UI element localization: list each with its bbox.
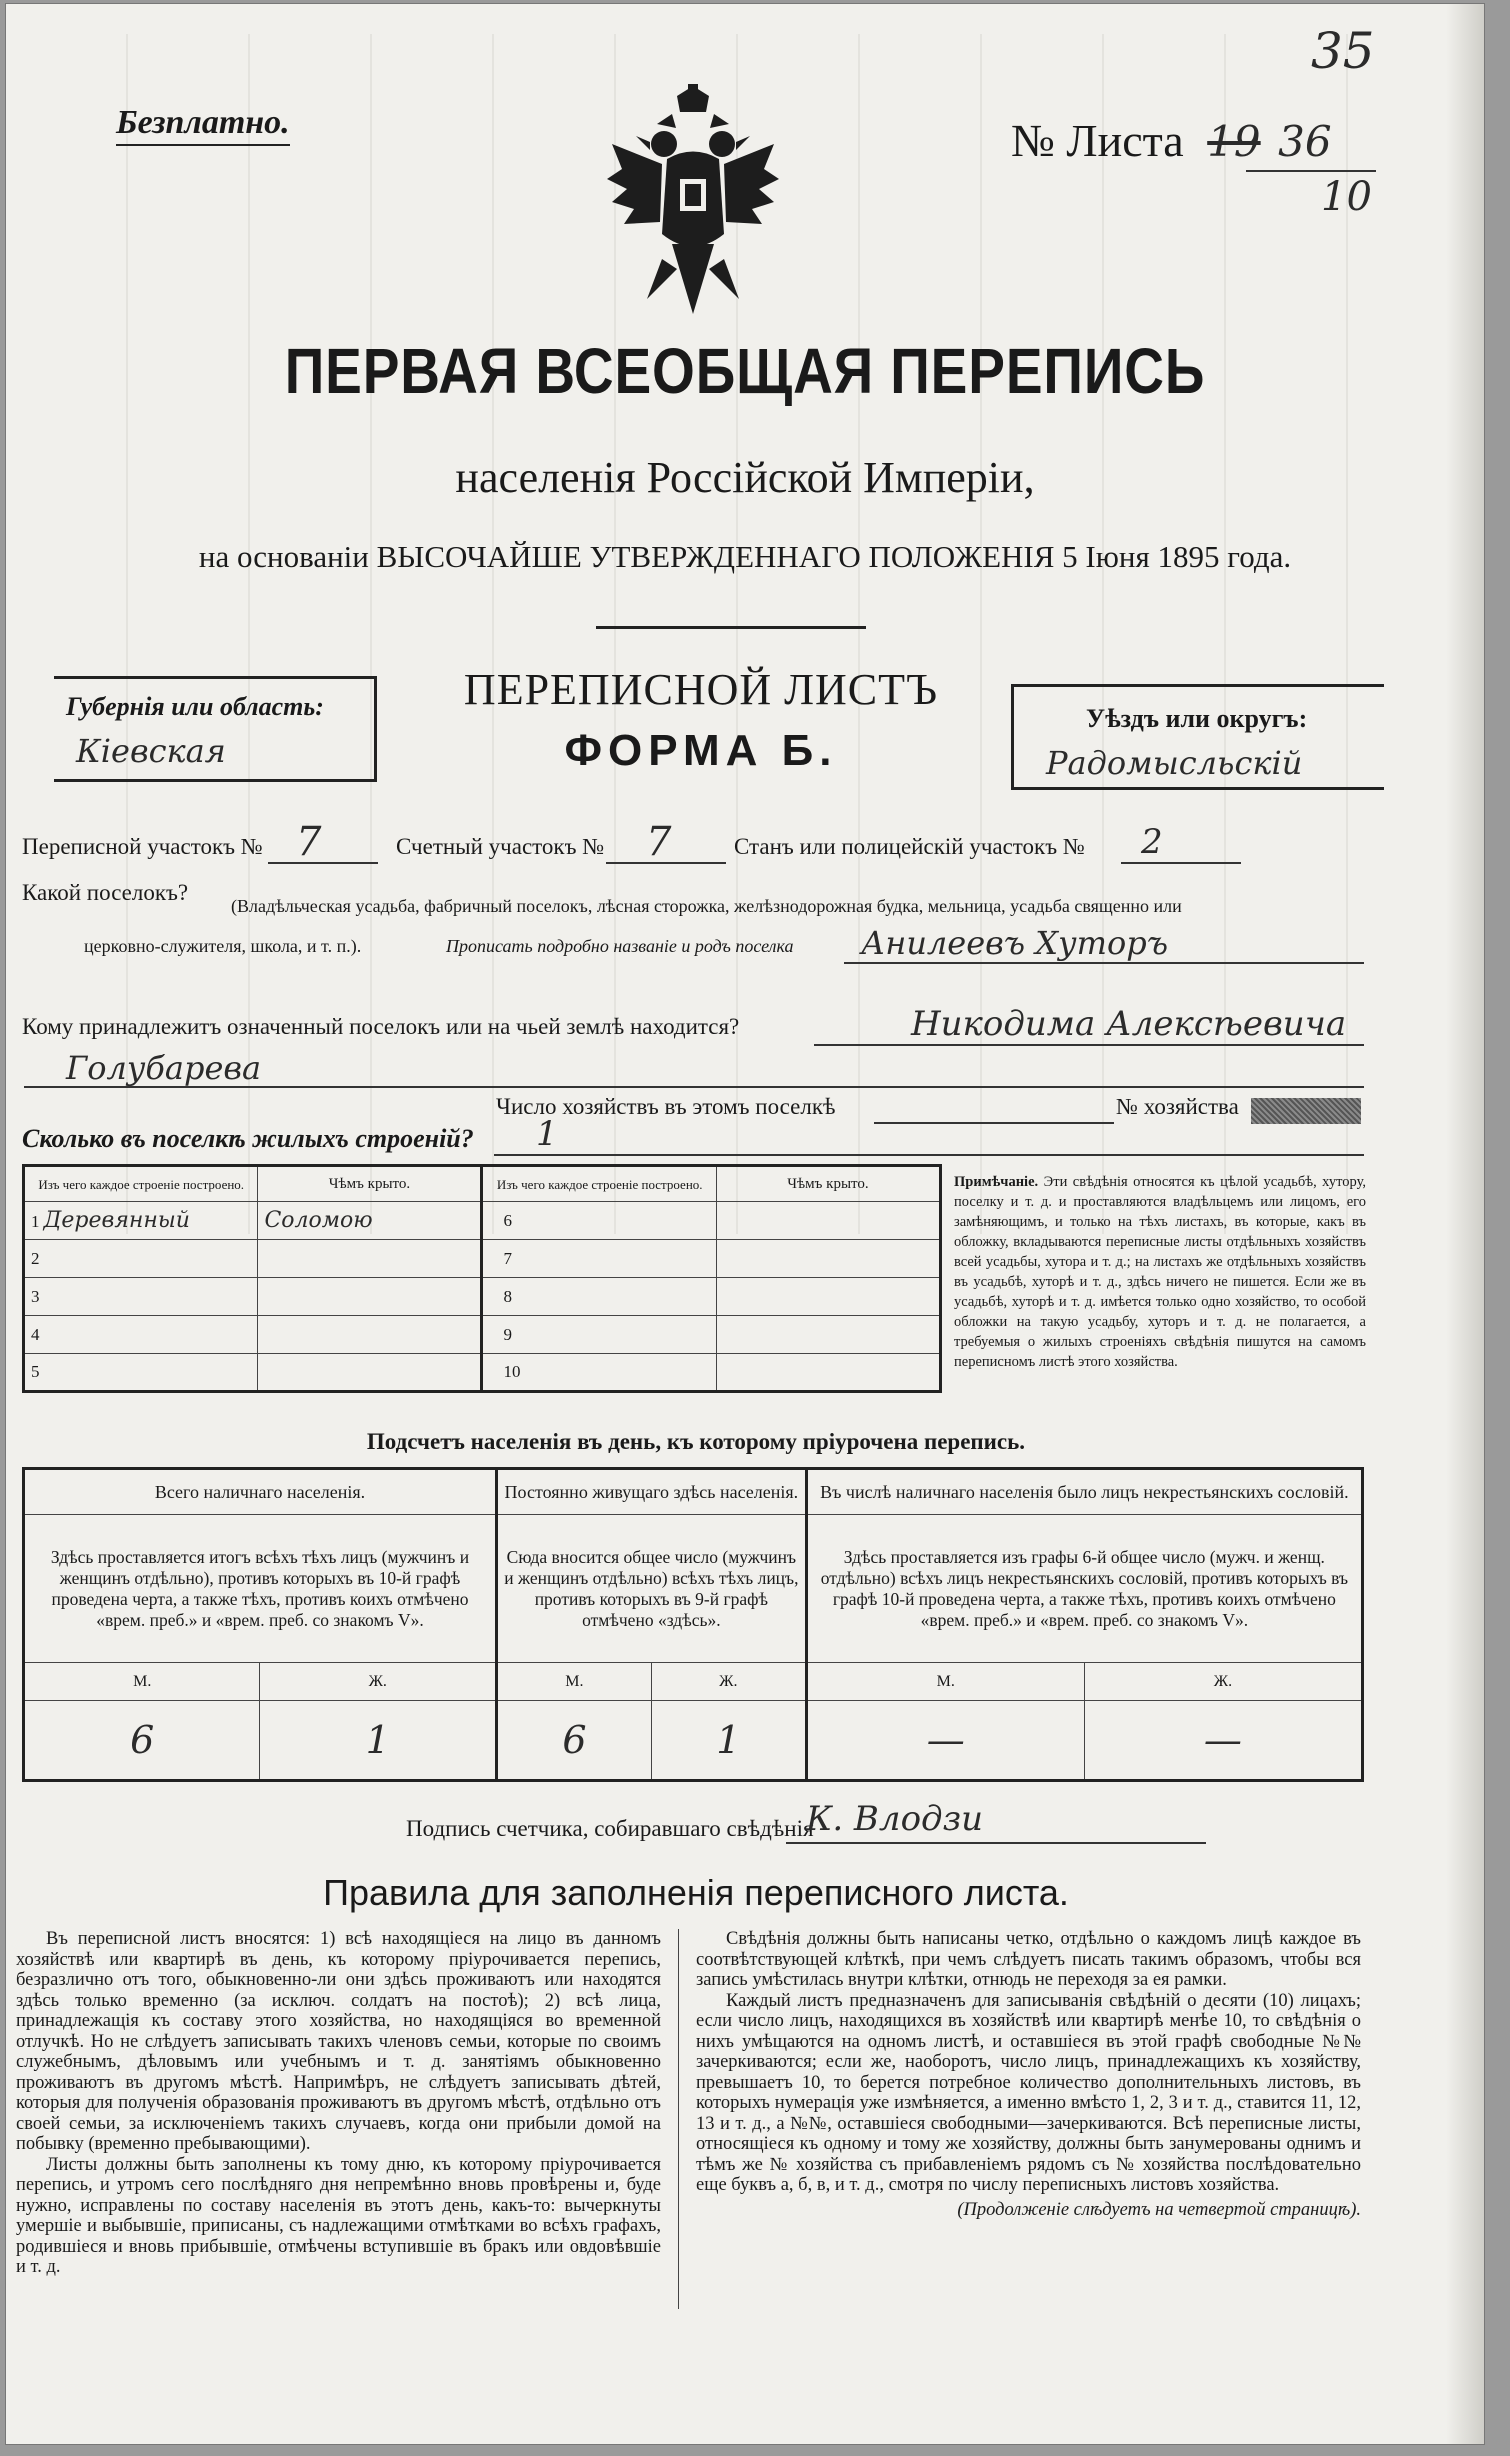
- free-label: Безплатно.: [116, 104, 290, 146]
- rules-left-p2: Листы должны быть заполнены къ тому дню, къ которому пріурочивается перепись, и утромъ сего послѣдняго дня непремѣнно вновь провѣрены и, буде нужно, исправлены по составу населенія въ этотъ день, какъ-то: вычеркнуты умершіе и выбывшіе, приписаны, съ надлежащими отмѣтками во всѣхъ графахъ, родившіеся и вновь прибывшіе, отмѣчены вступившіе въ бракъ или овдовѣвшіе и т. д.: [16, 2154, 661, 2277]
- police-label: Станъ или полицейскій участокъ №: [734, 834, 1085, 859]
- col2-title: Постоянно живущаго здѣсь населенія.: [496, 1469, 806, 1515]
- built-value: Деревянный: [43, 1208, 190, 1233]
- coat-of-arms: [602, 84, 784, 329]
- col-built-left: Изъ чего каждое строеніе построено.: [24, 1166, 258, 1202]
- household-no-field: [1251, 1098, 1361, 1124]
- owner-value-1: Никодима Алексѣевича: [911, 1004, 1347, 1044]
- table-row: 5 10: [24, 1354, 941, 1392]
- m-label: М.: [24, 1663, 260, 1701]
- page-edge: [1446, 4, 1484, 2444]
- col2-text: Сюда вносится общее число (мужчинъ и женщинъ отдѣльно) всѣхъ тѣхъ лицъ, противъ которыхъ въ 9-й графѣ отмѣчено «здѣсь».: [496, 1515, 806, 1663]
- nonpeasant-male: —: [806, 1701, 1084, 1781]
- buildings-value: 1: [536, 1114, 558, 1154]
- note-title: Примѣчаніе.: [954, 1174, 1039, 1190]
- rules-left-column: [16, 1929, 661, 2278]
- owner-underline-2: [24, 1086, 1364, 1088]
- rules-right-p1: Свѣдѣнія должны быть написаны четко, отдѣльно о каждомъ лицѣ каждое въ соотвѣтствующей клѣткѣ, при чемъ слѣдуетъ писать такимъ образомъ, чтобы вся запись умѣстилась внутри клѣтки, отнюдь не переходя за ея рамки.: [696, 1929, 1361, 1990]
- settlement-label: Какой поселокъ?: [22, 880, 189, 905]
- count-district-label: Счетный участокъ №: [396, 834, 605, 859]
- rules-divider: [678, 1929, 679, 2309]
- count-district-value: 7: [646, 819, 672, 865]
- population-table: [22, 1467, 1364, 1782]
- province-value: Кіевская: [76, 732, 226, 770]
- census-district-value: 7: [296, 819, 322, 865]
- f-label: Ж.: [651, 1663, 806, 1701]
- rules-title: Правила для заполненія переписного листа.: [323, 1872, 1069, 1913]
- district-value: Радомысльскій: [1046, 744, 1303, 782]
- sheet-crossed: 19: [1207, 117, 1261, 166]
- m-label: М.: [806, 1663, 1084, 1701]
- district-label: Уѣздъ или округъ:: [1086, 704, 1308, 733]
- col1-title: Всего наличнаго населенія.: [24, 1469, 497, 1515]
- note-block: [954, 1172, 1366, 1372]
- page-subtitle: населенія Россійской Имперіи,: [455, 453, 1035, 502]
- rules-left-p1: Въ переписной листъ вносятся: 1) всѣ находящіеся на лицо въ данномъ хозяйствѣ или квартирѣ въ день, къ которому пріурочивается перепись, безразлично отъ того, обыкновенно-ли они здѣсь проживаютъ или находятся здѣсь только временно (за исключ. солдатъ на постоѣ); 2) всѣ лица, принадлежащія къ составу этого хозяйства, но находящіяся во временной отлучкѣ. Но не слѣдуетъ записывать такихъ членовъ семьи, которые по своимъ служебнымъ, дѣловымъ или учебнымъ и т. д. занятіямъ обыкновенно проживаютъ въ другомъ мѣстѣ. Напримѣръ, не слѣдуетъ записывать дѣтей, которыя для полученія образованія проживаютъ въ другомъ мѣстѣ, отдѣльно отъ своей семьи, за исключеніемъ такихъ случаевъ, когда они прибыли домой на побывку (временно пребывающими).: [16, 1929, 661, 2154]
- buildings-table: [22, 1164, 942, 1393]
- sheet-number: 36: [1278, 117, 1332, 166]
- police-underline: [1121, 862, 1241, 864]
- household-no-label: № хозяйства: [1116, 1094, 1239, 1119]
- m-label: М.: [496, 1663, 651, 1701]
- table-row: 3 8: [24, 1278, 941, 1316]
- census-sheet: [6, 4, 1484, 2444]
- signature-label: Подпись счетчика, собиравшаго свѣдѣнія: [406, 1816, 814, 1841]
- col3-text: Здѣсь проставляется изъ графы 6-й общее число (мужч. и женщ. отдѣльно) всѣхъ лицъ некрестьянскихъ сословій, противъ которыхъ въ графѣ 10-й проведена черта, а также тѣхъ, противъ коихъ отмѣчено «врем. преб.» и «врем. преб. со знакомъ V».: [806, 1515, 1362, 1663]
- rules-right-p2: Каждый листъ предназначенъ для записыванія свѣдѣній о десяти (10) лицахъ; если число лицъ, находящихся въ хозяйствѣ или квартирѣ менѣе 10, то свѣдѣнія о нихъ умѣщаются на одномъ листѣ, и оставшіеся въ этой графѣ свободные №№ зачеркиваются; если же, наоборотъ, число лицъ, принадлежащихъ къ хозяйству, превышаетъ 10, то берется потребное количество дополнительныхъ листовъ, въ которыхъ нумерація уже измѣняется, а именно вмѣсто 1, 2, 3 и т. д., ставится 11, 12, 13 и т. д., а №№, оставшіеся свободными—зачеркиваются. Всѣ переписные листы, относящіеся къ одному и тому же хозяйству, должны быть занумерованы однимъ и тѣмъ же № хозяйства съ прибавленіемъ рядомъ съ № хозяйства послѣдовательно еще буквъ а, б, в, и т. д., смотря по числу переписныхъ листовъ хозяйства.: [696, 1990, 1361, 2195]
- corner-number: 35: [1311, 22, 1375, 80]
- settlement-value: Анилеевъ Хуторъ: [861, 924, 1169, 962]
- households-label: Число хозяйствъ въ этомъ поселкѣ: [496, 1094, 836, 1119]
- buildings-underline: [494, 1154, 1364, 1156]
- population-title: Подсчетъ населенія въ день, къ которому пріурочена перепись.: [366, 1429, 1026, 1454]
- title-divider: [596, 626, 866, 629]
- rules-right-column: [696, 1929, 1361, 2220]
- sheet-number-block: [1011, 114, 1332, 167]
- col-roof-right: Чѣмъ крыто.: [716, 1166, 940, 1202]
- rules-continue: (Продолженіе слѣдуетъ на четвертой страницѣ).: [957, 2199, 1361, 2220]
- col-roof-left: Чѣмъ крыто.: [258, 1166, 482, 1202]
- settlement-hint-1: (Владѣльческая усадьба, фабричный поселокъ, лѣсная сторожка, желѣзнодорожная будка, мельница, усадьба священно или: [231, 896, 1182, 916]
- table-row: 2 7: [24, 1240, 941, 1278]
- owner-value-2: Голубарева: [66, 1049, 262, 1087]
- resident-female: 1: [651, 1701, 806, 1781]
- census-district-underline: [268, 862, 378, 864]
- table-row: 1 Деревянный Соломою 6: [24, 1202, 941, 1240]
- signature-value: К. Влодзи: [806, 1799, 984, 1839]
- settlement-hint-3: Прописать подробно названіе и родъ поселка: [446, 936, 794, 956]
- present-male: 6: [24, 1701, 260, 1781]
- note-text: Эти свѣдѣнія относятся къ цѣлой усадьбѣ, хутору, поселку и т. д. и проставляются владѣльцемъ или лицомъ, его замѣняющимъ, и только на тѣхъ листахъ, въ которые, какъ въ обложку, вкладываются переписные листы отдѣльныхъ хозяйствъ всей усадьбы, хутора и т. д.; на листахъ же отдѣльныхъ хозяйствъ въ усадьбѣ, хуторѣ и т. д., здѣсь ничего не пишется. Если же въ усадьбѣ, хуторѣ и т. д. имѣется только одно хозяйство, то особой обложки на такую усадьбу, хуторъ и т. д. не полагается, а требуемыя о жилыхъ строеніяхъ свѣдѣнія пишутся на самомъ переписномъ листѣ этого хозяйства.: [954, 1174, 1367, 1370]
- owner-label: Кому принадлежитъ означенный поселокъ или на чьей землѣ находится?: [22, 1014, 740, 1039]
- signature-underline: [786, 1842, 1206, 1844]
- sheet-number-underline: [1246, 170, 1376, 172]
- settlement-underline: [844, 962, 1364, 964]
- f-label: Ж.: [260, 1663, 497, 1701]
- col1-text: Здѣсь проставляется итогъ всѣхъ тѣхъ лицъ (мужчинъ и женщинъ отдѣльно), противъ которыхъ въ 10-й графѣ проведена черта, а также тѣхъ, противъ коихъ отмѣчено «врем. преб.» и «врем. преб. со знакомъ V».: [24, 1515, 497, 1663]
- table-row: 4 9: [24, 1316, 941, 1354]
- households-underline: [874, 1122, 1114, 1124]
- police-value: 2: [1141, 822, 1163, 862]
- resident-male: 6: [496, 1701, 651, 1781]
- census-district-label: Переписной участокъ №: [22, 834, 263, 859]
- col-built-right: Изъ чего каждое строеніе построено.: [482, 1166, 716, 1202]
- sheet-label: № Листа: [1011, 115, 1184, 166]
- form-title: ПЕРЕПИСНОЙ ЛИСТЪ: [463, 665, 939, 714]
- roof-value: Соломою: [258, 1202, 482, 1240]
- sheet-note: 10: [1321, 174, 1372, 220]
- col3-title: Въ числѣ наличнаго населенія было лицъ некрестьянскихъ сословій.: [806, 1469, 1362, 1515]
- form-subtitle: ФОРМА Б.: [564, 726, 838, 775]
- owner-underline: [814, 1044, 1364, 1046]
- basis-line: на основаніи ВЫСОЧАЙШЕ УТВЕРЖДЕННАГО ПОЛОЖЕНІЯ 5 Іюня 1895 года.: [198, 539, 1292, 574]
- nonpeasant-female: —: [1084, 1701, 1362, 1781]
- buildings-label: Сколько въ поселкѣ жилыхъ строеній?: [22, 1124, 474, 1153]
- f-label: Ж.: [1084, 1663, 1362, 1701]
- present-female: 1: [260, 1701, 497, 1781]
- settlement-hint-2: церковно-служителя, школа, и т. п.).: [84, 936, 362, 956]
- province-label: Губернія или область:: [66, 692, 324, 721]
- page-title: ПЕРВАЯ ВСЕОБЩАЯ ПЕРЕПИСЬ: [284, 335, 1206, 407]
